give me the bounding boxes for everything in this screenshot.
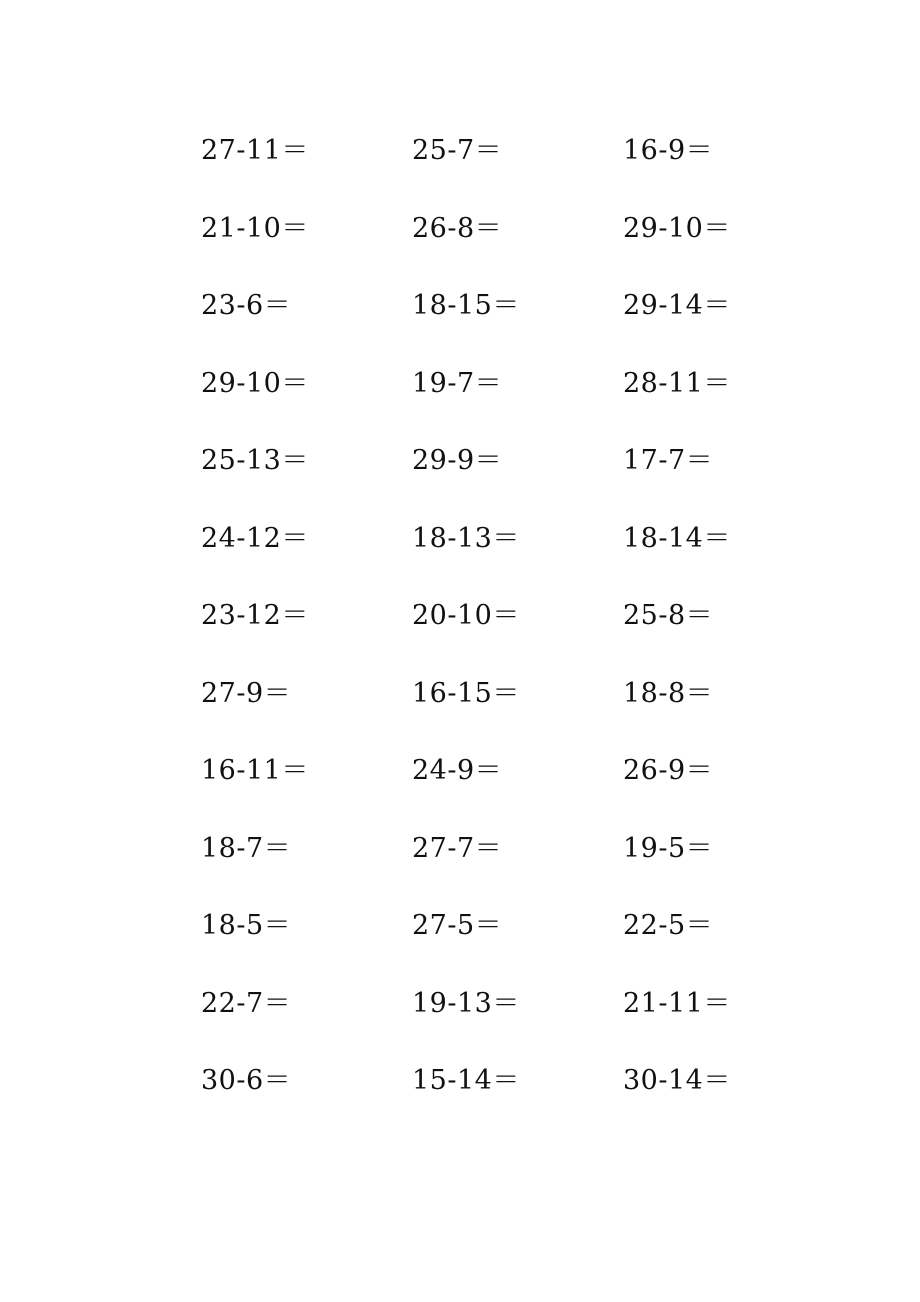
problem-r2-c1: 21-10＝ [201,213,309,244]
problem-r9-c2: 24-9＝ [412,755,503,786]
problem-r5-c3: 17-7＝ [623,445,714,476]
problem-r7-c2: 20-10＝ [412,600,520,631]
problem-r13-c3: 30-14＝ [623,1065,731,1096]
problem-r6-c1: 24-12＝ [201,523,309,554]
problem-r9-c1: 16-11＝ [201,755,309,786]
problem-r2-c3: 29-10＝ [623,213,731,244]
problem-r10-c1: 18-7＝ [201,833,292,864]
problem-r4-c1: 29-10＝ [201,368,309,399]
problem-r5-c2: 29-9＝ [412,445,503,476]
problem-r11-c3: 22-5＝ [623,910,714,941]
problem-r3-c3: 29-14＝ [623,290,731,321]
problem-r9-c3: 26-9＝ [623,755,714,786]
problem-r3-c2: 18-15＝ [412,290,520,321]
problem-r5-c1: 25-13＝ [201,445,309,476]
problem-r10-c2: 27-7＝ [412,833,503,864]
problem-r13-c2: 15-14＝ [412,1065,520,1096]
problem-r10-c3: 19-5＝ [623,833,714,864]
problem-r2-c2: 26-8＝ [412,213,503,244]
problem-r7-c3: 25-8＝ [623,600,714,631]
problem-r12-c3: 21-11＝ [623,988,731,1019]
problem-r6-c2: 18-13＝ [412,523,520,554]
problem-r7-c1: 23-12＝ [201,600,309,631]
problem-r1-c2: 25-7＝ [412,135,503,166]
problem-r11-c1: 18-5＝ [201,910,292,941]
problem-r4-c3: 28-11＝ [623,368,731,399]
problem-r4-c2: 19-7＝ [412,368,503,399]
problem-r8-c1: 27-9＝ [201,678,292,709]
problem-r3-c1: 23-6＝ [201,290,292,321]
problem-r13-c1: 30-6＝ [201,1065,292,1096]
problem-r1-c3: 16-9＝ [623,135,714,166]
problem-r6-c3: 18-14＝ [623,523,731,554]
problem-r11-c2: 27-5＝ [412,910,503,941]
problem-r12-c1: 22-7＝ [201,988,292,1019]
problem-r8-c2: 16-15＝ [412,678,520,709]
problem-r8-c3: 18-8＝ [623,678,714,709]
problem-r12-c2: 19-13＝ [412,988,520,1019]
problem-r1-c1: 27-11＝ [201,135,309,166]
